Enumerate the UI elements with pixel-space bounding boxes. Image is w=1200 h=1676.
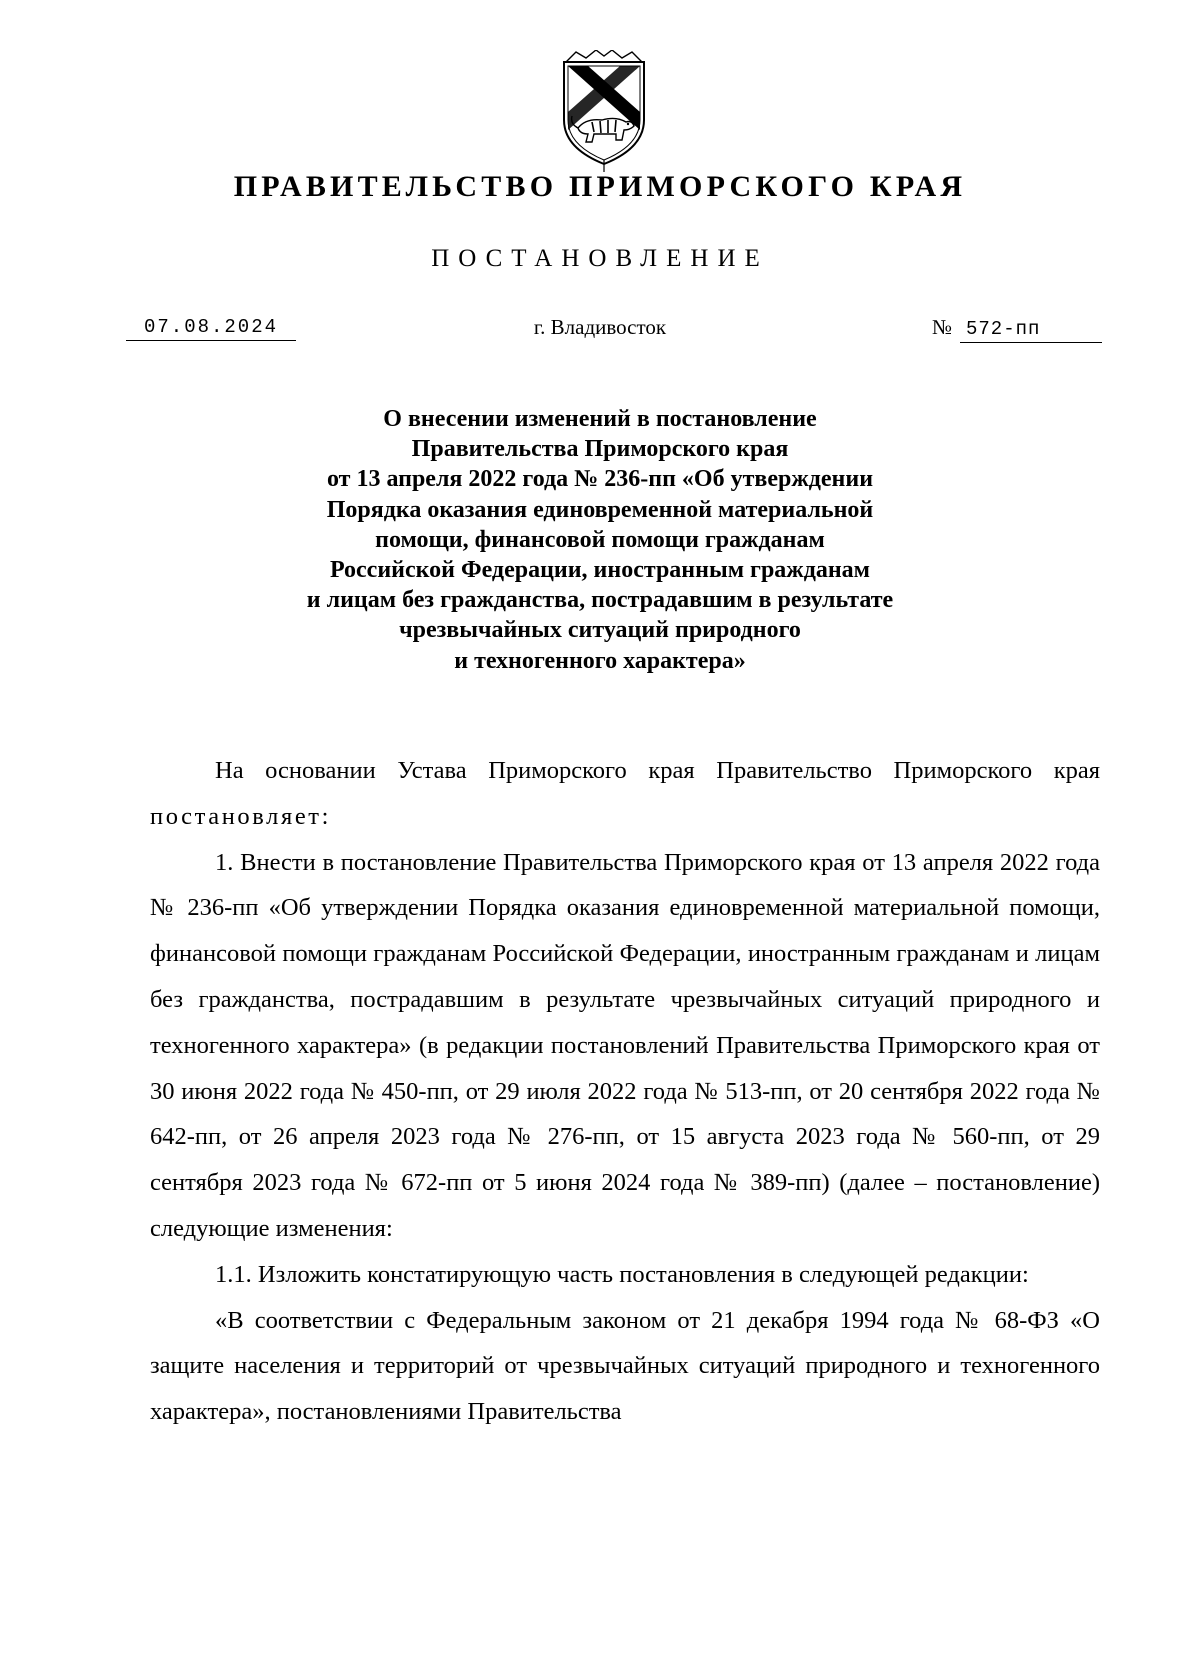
- body-paragraph-preamble: [150, 748, 1100, 840]
- document-date: 07.08.2024: [126, 314, 296, 341]
- government-title: ПРАВИТЕЛЬСТВО ПРИМОРСКОГО КРАЯ: [233, 170, 967, 203]
- document-number: [932, 314, 1104, 343]
- subject-line: О внесении изменений в постановление: [383, 406, 817, 432]
- body-paragraph-quote: «В соответствии с Федеральным законом от 21 декабря 1994 года № 68-ФЗ «О защите населения и территорий от чрезвычайных ситуаций природного и техногенного характера», постановлениями Правительства: [150, 1306, 1100, 1426]
- subject-line: от 13 апреля 2022 года № 236-пп «Об утверждении: [326, 466, 874, 493]
- document-type: ПОСТАНОВЛЕНИЕ: [431, 245, 769, 272]
- subject-line: и техногенного характера»: [454, 647, 746, 674]
- subject-line: Порядка оказания единовременной материальной: [326, 496, 874, 523]
- number-value: 572-пп: [960, 316, 1102, 343]
- subject-line: чрезвычайных ситуаций природного: [399, 617, 801, 644]
- number-label: №: [932, 315, 953, 339]
- document-city: г. Владивосток: [533, 315, 667, 339]
- preamble-resolves: постановляет:: [150, 802, 332, 830]
- document-subject: [200, 404, 1000, 676]
- preamble-text: На основании Устава Приморского края Правительство Приморского края: [215, 757, 1100, 784]
- primorsky-krai-coat-of-arms-icon: [558, 50, 650, 174]
- body-paragraph-item-1-1: 1.1. Изложить констатирующую часть постановления в следующей редакции:: [215, 1260, 1029, 1288]
- body-paragraph-item-1: 1. Внести в постановление Правительства Приморского края от 13 апреля 2022 года № 236-пп «Об утверждении Порядка оказания единовременной материальной помощи, финансовой помощи гражданам Российской Федерации, иностранным гражданам и лицам без гражданства, пострадавшим в результате чрезвычайных ситуаций природного и техногенного характера» (в редакции постановлений Правительства Приморского края от 30 июня 2022 года № 450-пп, от 29 июля 2022 года № 513-пп, от 20 сентября 2022 года № 642-пп, от 26 апреля 2023 года № 276-пп, от 15 августа 2023 года № 560-пп, от 29 сентября 2023 года № 672-пп от 5 июня 2024 года № 389-пп) (далее – постановление) следующие изменения:: [150, 848, 1100, 1242]
- document-body: [150, 748, 1100, 1435]
- subject-line: и лицам без гражданства, пострадавшим в результате: [306, 587, 894, 614]
- subject-line: Правительства Приморского края: [411, 436, 789, 463]
- subject-line: помощи, финансовой помощи гражданам: [375, 526, 825, 553]
- subject-line: Российской Федерации, иностранным гражданам: [329, 557, 871, 584]
